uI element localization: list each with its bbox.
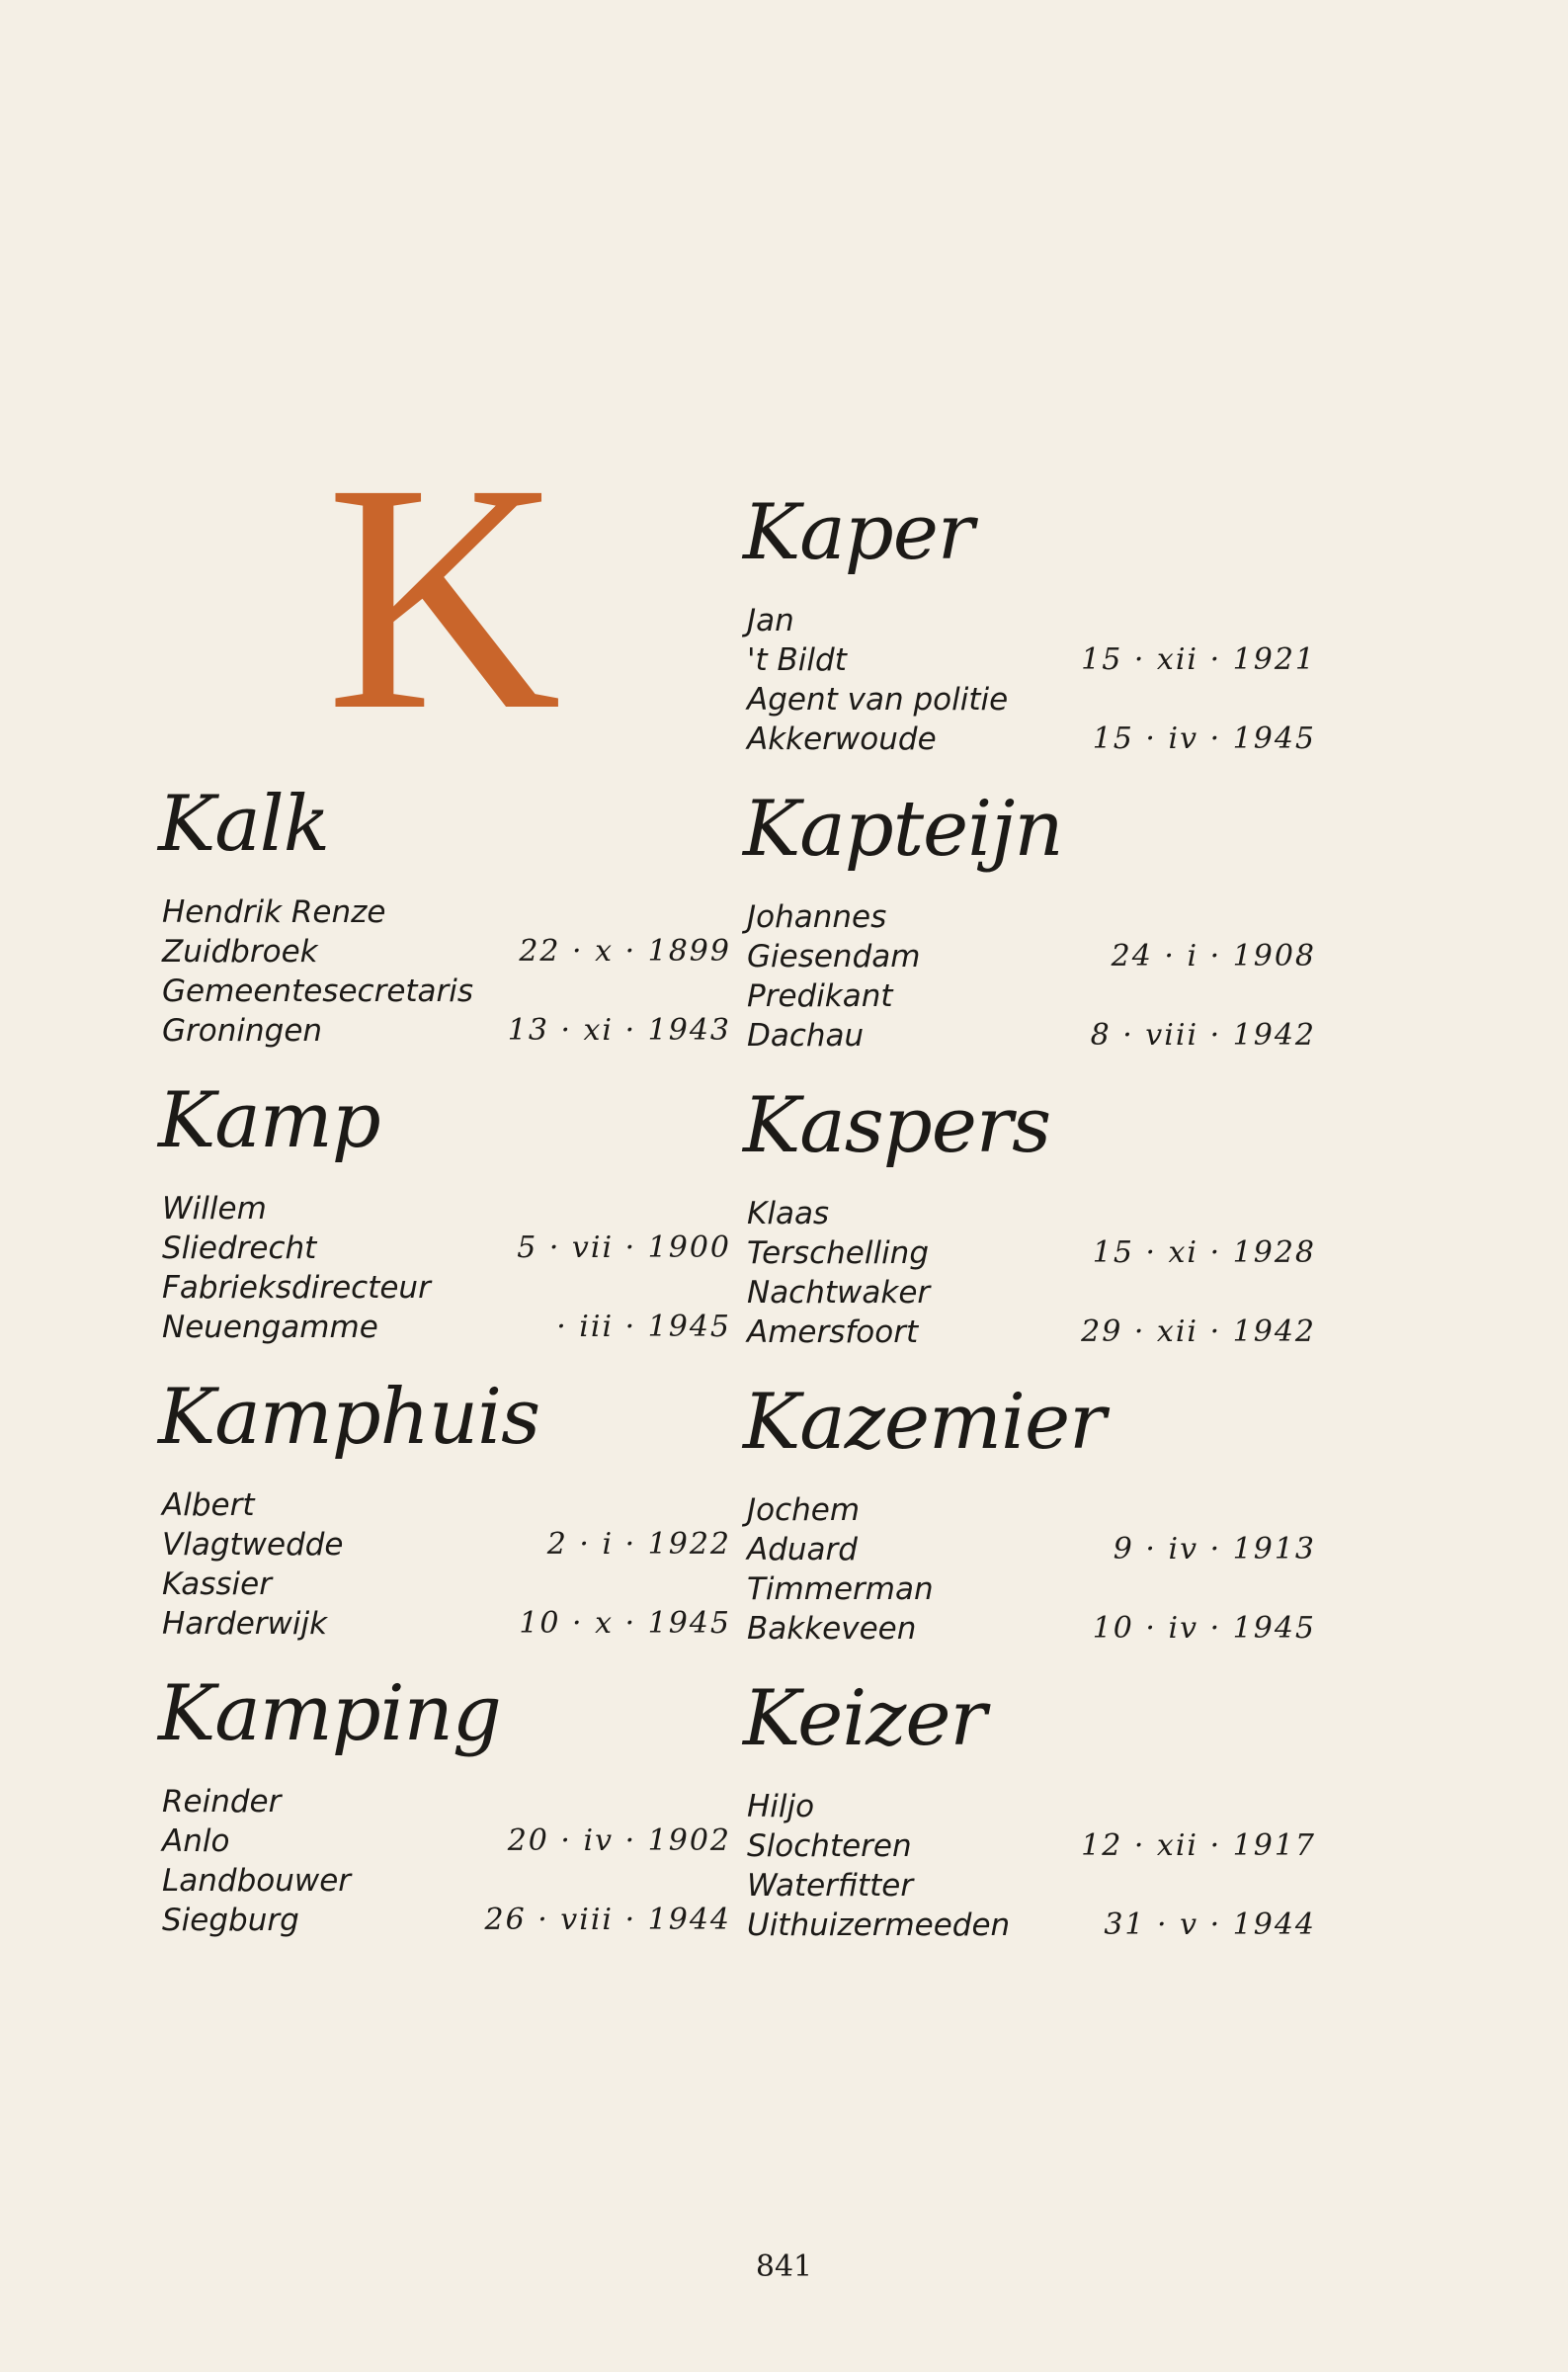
birthplace: Slochteren bbox=[747, 1828, 912, 1864]
death-date: 26 · viii · 1944 bbox=[484, 1903, 731, 1937]
first-names: Reinder bbox=[162, 1784, 282, 1820]
birthplace: 't Bildt bbox=[747, 642, 847, 678]
death-date: 31 · v · 1944 bbox=[1104, 1907, 1316, 1942]
page-number: 841 bbox=[755, 2249, 813, 2284]
birthplace: Sliedrecht bbox=[162, 1230, 317, 1266]
birthplace: Anlo bbox=[162, 1823, 230, 1859]
birthplace: Giesendam bbox=[747, 939, 921, 974]
entry bbox=[158, 780, 731, 1082]
birth-date: 5 · vii · 1900 bbox=[517, 1230, 731, 1265]
entry bbox=[743, 1674, 1316, 1977]
death-date: 8 · viii · 1942 bbox=[1090, 1018, 1316, 1053]
death-date: · iii · 1945 bbox=[556, 1310, 731, 1344]
surname: Kalk bbox=[158, 780, 329, 869]
occupation: Landbouwer bbox=[162, 1863, 352, 1899]
death-place: Siegburg bbox=[162, 1903, 299, 1938]
entry bbox=[743, 1081, 1316, 1384]
first-names: Hiljo bbox=[747, 1789, 815, 1824]
occupation: Predikant bbox=[747, 978, 893, 1014]
surname: Kamping bbox=[158, 1669, 501, 1758]
surname: Kaspers bbox=[743, 1081, 1051, 1170]
birth-date: 24 · i · 1908 bbox=[1111, 939, 1316, 974]
birthplace: Terschelling bbox=[747, 1235, 930, 1271]
death-date: 10 · iv · 1945 bbox=[1092, 1611, 1316, 1646]
occupation: Waterfitter bbox=[747, 1868, 914, 1904]
birth-date: 20 · iv · 1902 bbox=[507, 1823, 731, 1858]
death-place: Neuengamme bbox=[162, 1310, 378, 1345]
left-column bbox=[158, 780, 731, 1972]
birth-date: 15 · xi · 1928 bbox=[1092, 1235, 1316, 1270]
first-names: Johannes bbox=[747, 899, 887, 935]
surname: Keizer bbox=[743, 1674, 986, 1763]
entry bbox=[743, 1378, 1316, 1680]
first-names: Hendrik Renze bbox=[162, 894, 386, 930]
death-place: Bakkeveen bbox=[747, 1611, 917, 1647]
birthplace: Vlagtwedde bbox=[162, 1527, 344, 1563]
entry bbox=[158, 1373, 731, 1675]
death-place: Akkerwoude bbox=[747, 721, 937, 757]
surname: Kamphuis bbox=[158, 1373, 540, 1462]
first-names: Jan bbox=[747, 603, 794, 638]
death-date: 29 · xii · 1942 bbox=[1081, 1314, 1316, 1349]
surname: Kapteijn bbox=[743, 785, 1063, 874]
entry bbox=[158, 1669, 731, 1972]
occupation: Timmerman bbox=[747, 1571, 934, 1607]
surname: Kamp bbox=[158, 1076, 380, 1165]
death-place: Dachau bbox=[747, 1018, 865, 1054]
first-names: Albert bbox=[162, 1487, 255, 1523]
occupation: Nachtwaker bbox=[747, 1275, 931, 1311]
first-names: Willem bbox=[162, 1191, 267, 1227]
surname: Kazemier bbox=[743, 1378, 1106, 1467]
birth-date: 2 · i · 1922 bbox=[546, 1527, 731, 1562]
birthplace: Aduard bbox=[747, 1532, 858, 1567]
death-place: Groningen bbox=[162, 1013, 323, 1049]
occupation: Kassier bbox=[162, 1567, 272, 1602]
birth-date: 12 · xii · 1917 bbox=[1081, 1828, 1316, 1863]
occupation: Fabrieksdirecteur bbox=[162, 1270, 431, 1306]
surname: Kaper bbox=[743, 488, 974, 577]
occupation: Gemeentesecretaris bbox=[162, 974, 474, 1009]
birth-date: 22 · x · 1899 bbox=[519, 934, 731, 969]
death-date: 13 · xi · 1943 bbox=[507, 1013, 731, 1048]
death-date: 10 · x · 1945 bbox=[519, 1606, 731, 1641]
death-place: Amersfoort bbox=[747, 1314, 919, 1350]
death-place: Harderwijk bbox=[162, 1606, 328, 1642]
birthplace: Zuidbroek bbox=[162, 934, 318, 970]
death-date: 15 · iv · 1945 bbox=[1092, 721, 1316, 756]
decorative-initial: K bbox=[326, 417, 562, 778]
entry bbox=[158, 1076, 731, 1379]
entry bbox=[743, 785, 1316, 1087]
first-names: Klaas bbox=[747, 1196, 830, 1231]
death-place: Uithuizermeeden bbox=[747, 1907, 1011, 1943]
birth-date: 15 · xii · 1921 bbox=[1081, 642, 1316, 677]
birth-date: 9 · iv · 1913 bbox=[1113, 1532, 1316, 1567]
right-column bbox=[743, 488, 1316, 1977]
occupation: Agent van politie bbox=[747, 682, 1009, 718]
first-names: Jochem bbox=[747, 1492, 861, 1528]
entry bbox=[743, 488, 1316, 791]
